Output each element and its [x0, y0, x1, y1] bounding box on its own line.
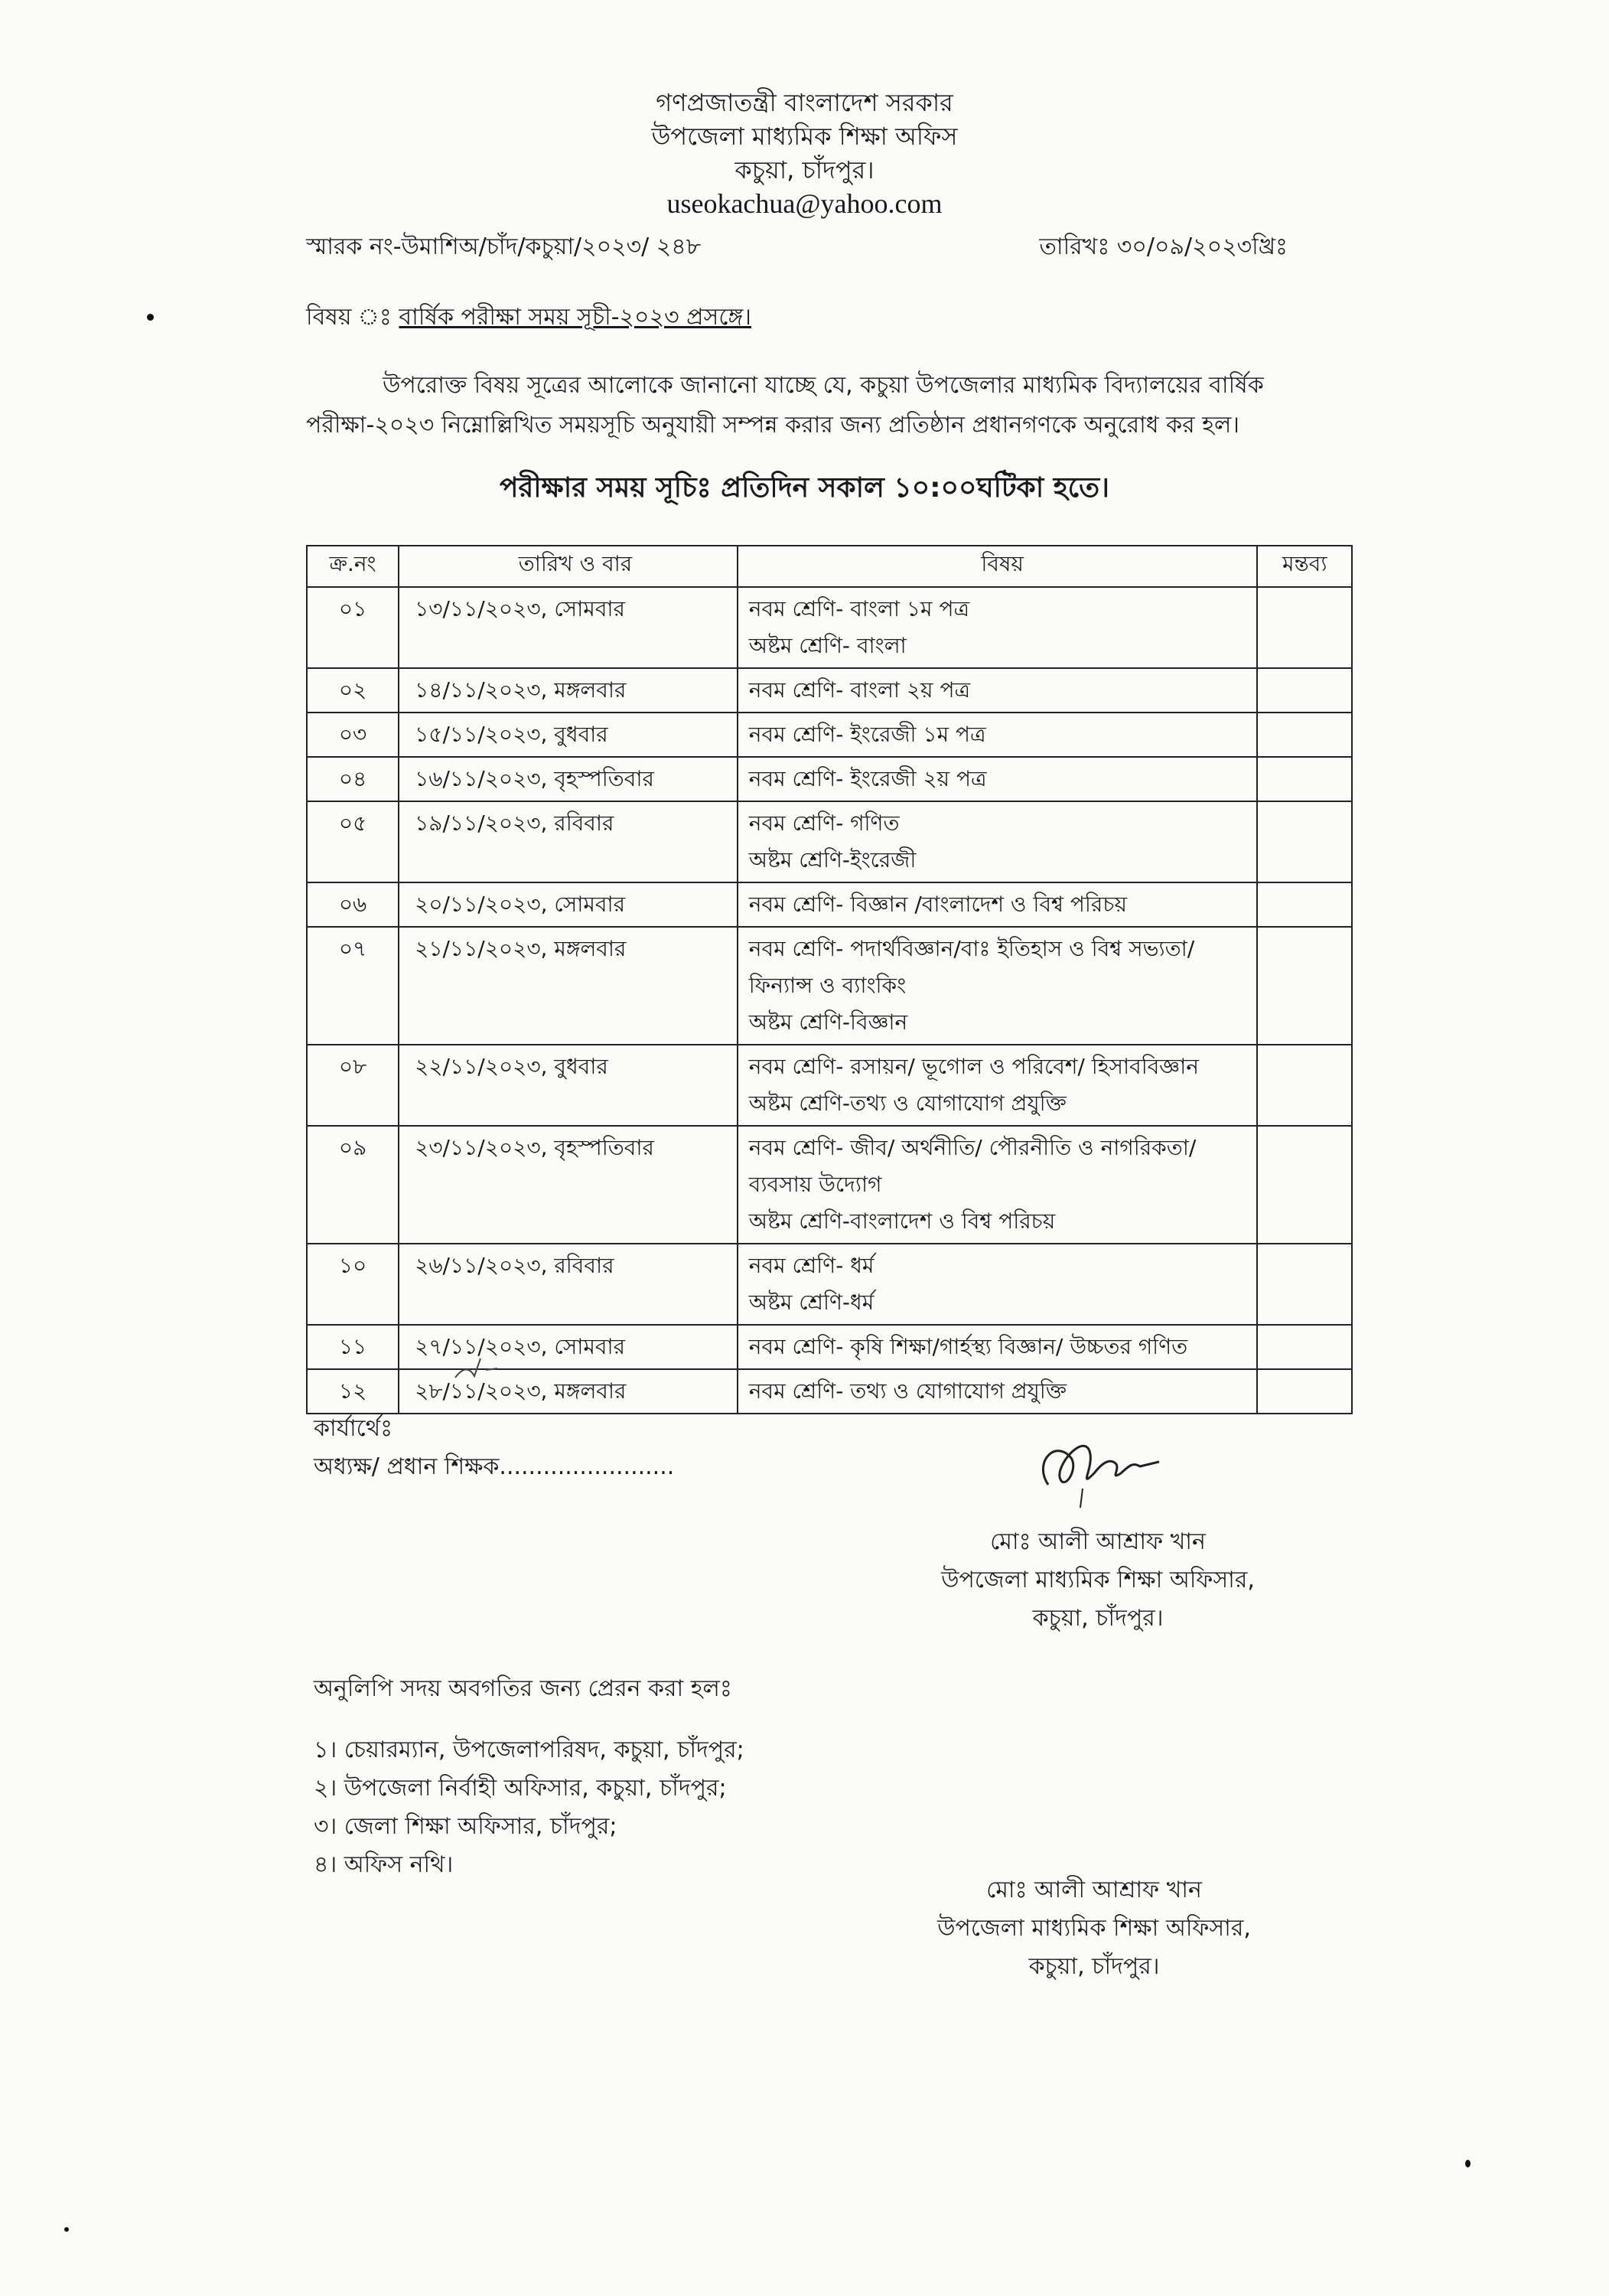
cell-serial: ১২: [307, 1369, 399, 1414]
memo-date: তারিখঃ ৩০/০৯/২০২৩খ্রিঃ: [1039, 233, 1288, 260]
cell-subjects: [738, 882, 1258, 927]
table-row: [307, 801, 1352, 882]
cell-serial: ১১: [307, 1325, 399, 1369]
cell-subjects: [738, 668, 1258, 713]
cell-subjects: [738, 1244, 1258, 1325]
cell-date: ১৯/১১/২০২৩, রবিবার: [399, 801, 738, 882]
cell-remarks: [1257, 757, 1352, 801]
subject-line: নবম শ্রেণি- ধর্ম: [748, 1253, 875, 1278]
cell-date: ১৩/১১/২০২৩, সোমবার: [399, 587, 738, 668]
cell-serial: ০১: [307, 587, 399, 668]
table-row: [307, 1045, 1352, 1126]
cell-subjects: [738, 587, 1258, 668]
table-row: [307, 1126, 1352, 1244]
subject-line: অষ্টম শ্রেণি-তথ্য ও যোগাযোগ প্রযুক্তি: [748, 1091, 1067, 1116]
schedule-title: পরীক্ষার সময় সূচিঃ প্রতিদিন সকাল ১০:০০ঘটিকা হতে।: [500, 472, 1109, 504]
signatory-location: কচুয়া, চাঁদপুর।: [1032, 1605, 1164, 1632]
cell-remarks: [1257, 1045, 1352, 1126]
subject-line: নবম শ্রেণি- বিজ্ঞান /বাংলাদেশ ও বিশ্ব পরিচয়: [748, 892, 1127, 917]
cell-subjects: [738, 1369, 1258, 1414]
subject-line: নবম শ্রেণি- বাংলা ১ম পত্র: [748, 596, 970, 621]
subject-line: নবম শ্রেণি- পদার্থবিজ্ঞান/বাঃ ইতিহাস ও বিশ্ব সভ্যতা/: [748, 936, 1195, 961]
cell-date: ২৮/১১/২০২৩, মঙ্গলবার: [399, 1369, 738, 1414]
table-row: [307, 713, 1352, 757]
cell-serial: ০২: [307, 668, 399, 713]
office-location: কচুয়া, চাঁদপুর।: [734, 155, 875, 184]
table-row: [307, 927, 1352, 1045]
cell-serial: ০৩: [307, 713, 399, 757]
cell-remarks: [1257, 1244, 1352, 1325]
action-block: [314, 1410, 674, 1486]
subject-line: অষ্টম শ্রেণি-ইংরেজী: [748, 847, 917, 872]
cell-serial: ১০: [307, 1244, 399, 1325]
copy-item: ৪। অফিস নথি।: [314, 1851, 454, 1878]
signatory-block: [895, 1523, 1301, 1638]
cell-remarks: [1257, 668, 1352, 713]
cell-remarks: [1257, 1325, 1352, 1369]
table-header-row: [307, 546, 1352, 587]
table-row: [307, 1244, 1352, 1325]
cell-date: ২২/১১/২০২৩, বুধবার: [399, 1045, 738, 1126]
action-recipient: অধ্যক্ষ/ প্রধান শিক্ষক........................: [314, 1453, 675, 1480]
cell-remarks: [1257, 587, 1352, 668]
govt-name: গণপ্রজাতন্ত্রী বাংলাদেশ সরকার: [656, 88, 953, 117]
header-date: তারিখ ও বার: [399, 546, 738, 587]
subject-line: নবম শ্রেণি- গণিত: [748, 810, 900, 836]
signatory-designation: উপজেলা মাধ্যমিক শিক্ষা অফিসার,: [937, 1915, 1251, 1942]
table-row: [307, 757, 1352, 801]
subject-line: নবম শ্রেণি- রসায়ন/ ভূগোল ও পরিবেশ/ হিসাববিজ্ঞান: [748, 1054, 1199, 1079]
subject-line: নবম শ্রেণি- ইংরেজী ১ম পত্র: [748, 722, 986, 747]
table-body: [307, 587, 1352, 1414]
cell-serial: ০৪: [307, 757, 399, 801]
cell-subjects: [738, 927, 1258, 1045]
subject-line: অষ্টম শ্রেণি-ধর্ম: [748, 1290, 875, 1315]
cell-serial: ০৭: [307, 927, 399, 1045]
cell-serial: ০৯: [307, 1126, 399, 1244]
cell-subjects: [738, 1126, 1258, 1244]
scan-speck: [147, 314, 154, 321]
subject-line: অষ্টম শ্রেণি-বিজ্ঞান: [748, 1009, 908, 1035]
subject-line: নবম শ্রেণি- বাংলা ২য় পত্র: [748, 677, 971, 703]
signatory-name: মোঃ আলী আশ্রাফ খান: [986, 1877, 1202, 1903]
subject-line: অষ্টম শ্রেণি-বাংলাদেশ ও বিশ্ব পরিচয়: [748, 1208, 1056, 1234]
cell-serial: ০৬: [307, 882, 399, 927]
cell-date: ২৩/১১/২০২৩, বৃহস্পতিবার: [399, 1126, 738, 1244]
copy-item: ৩। জেলা শিক্ষা অফিসার, চাঁদপুর;: [314, 1813, 617, 1840]
subject-label: বিষয় ঃ: [306, 304, 399, 331]
table-row: [307, 668, 1352, 713]
memo-reference: স্মারক নং-উমাশিঅ/চাঁদ/কচুয়া/২০২৩/ ২৪৮: [306, 233, 702, 260]
cell-date: ১৬/১১/২০২৩, বৃহস্পতিবার: [399, 757, 738, 801]
cell-subjects: [738, 1325, 1258, 1369]
header-subject: বিষয়: [738, 546, 1258, 587]
header-serial: ক্র.নং: [307, 546, 399, 587]
office-name: উপজেলা মাধ্যমিক শিক্ষা অফিস: [651, 122, 958, 151]
signatory-block-copy: [872, 1871, 1316, 1986]
subject-line: নবম শ্রেণি- ইংরেজী ২য় পত্র: [748, 766, 987, 791]
table-row: [307, 882, 1352, 927]
cell-subjects: [738, 1045, 1258, 1126]
scan-speck: [1465, 2160, 1471, 2167]
signatory-designation: উপজেলা মাধ্যমিক শিক্ষা অফিসার,: [941, 1567, 1255, 1593]
cell-date: ১৪/১১/২০২৩, মঙ্গলবার: [399, 668, 738, 713]
copy-list: [314, 1731, 744, 1884]
copy-item: ১। চেয়ারম্যান, উপজেলাপরিষদ, কচুয়া, চাঁদপুর;: [314, 1737, 744, 1763]
cell-remarks: [1257, 801, 1352, 882]
cell-date: ১৫/১১/২০২৩, বুধবার: [399, 713, 738, 757]
subject-line: ব্যবসায় উদ্যোগ: [748, 1172, 882, 1197]
cell-remarks: [1257, 713, 1352, 757]
header-remarks: মন্তব্য: [1257, 546, 1352, 587]
signatory-location: কচুয়া, চাঁদপুর।: [1028, 1953, 1160, 1980]
handwritten-signature: [1025, 1416, 1178, 1518]
cell-date: ২০/১১/২০২৩, সোমবার: [399, 882, 738, 927]
cell-date: ২৭/১১/২০২৩, সোমবার: [399, 1325, 738, 1369]
cell-subjects: [738, 713, 1258, 757]
cell-serial: ০৫: [307, 801, 399, 882]
cell-remarks: [1257, 1369, 1352, 1414]
office-email: useokachua@yahoo.com: [666, 188, 943, 219]
letterhead: [0, 86, 1609, 220]
copy-intro: অনুলিপি সদয় অবগতির জন্য প্রেরন করা হলঃ: [314, 1675, 732, 1702]
subject-line: নবম শ্রেণি- তথ্য ও যোগাযোগ প্রযুক্তি: [748, 1378, 1067, 1404]
subject-line: নবম শ্রেণি- কৃষি শিক্ষা/গার্হস্থ্য বিজ্ঞান/ উচ্চতর গণিত: [748, 1334, 1188, 1359]
cell-subjects: [738, 801, 1258, 882]
exam-schedule-table: [306, 545, 1353, 1414]
cell-serial: ০৮: [307, 1045, 399, 1126]
signatory-name: মোঃ আলী আশ্রাফ খান: [990, 1528, 1206, 1555]
subject-line: ফিন্যান্স ও ব্যাংকিং: [748, 973, 907, 998]
subject-line: [306, 298, 751, 338]
cell-remarks: [1257, 1126, 1352, 1244]
copy-item: ২। উপজেলা নির্বাহী অফিসার, কচুয়া, চাঁদপুর;: [314, 1775, 727, 1802]
cell-remarks: [1257, 927, 1352, 1045]
cell-date: ২৬/১১/২০২৩, রবিবার: [399, 1244, 738, 1325]
subject-line: নবম শ্রেণি- জীব/ অর্থনীতি/ পৌরনীতি ও নাগরিকতা/: [748, 1135, 1197, 1160]
cell-date: ২১/১১/২০২৩, মঙ্গলবার: [399, 927, 738, 1045]
cell-remarks: [1257, 882, 1352, 927]
action-label: কার্যার্থেঃ: [314, 1415, 393, 1442]
table-row: [307, 587, 1352, 668]
pen-mark: [451, 1355, 505, 1391]
scan-speck: [64, 2227, 69, 2232]
subject-line: অষ্টম শ্রেণি- বাংলা: [748, 633, 907, 658]
cell-subjects: [738, 757, 1258, 801]
subject-text: বার্ষিক পরীক্ষা সময় সূচী-২০২৩ প্রসঙ্গে।: [399, 304, 752, 331]
body-paragraph: উপরোক্ত বিষয় সূত্রের আলোকে জানানো যাচ্ছে যে, কচুয়া উপজেলার মাধ্যমিক বিদ্যালয়ের বার্ষিক পরীক্ষা-২০২৩ নিম্নোল্লিখিত সময়সূচি অনুযায়ী সম্পন্ন করার জন্য প্রতিষ্ঠান প্রধানগণকে অনুরোধ কর হল।: [306, 372, 1264, 439]
